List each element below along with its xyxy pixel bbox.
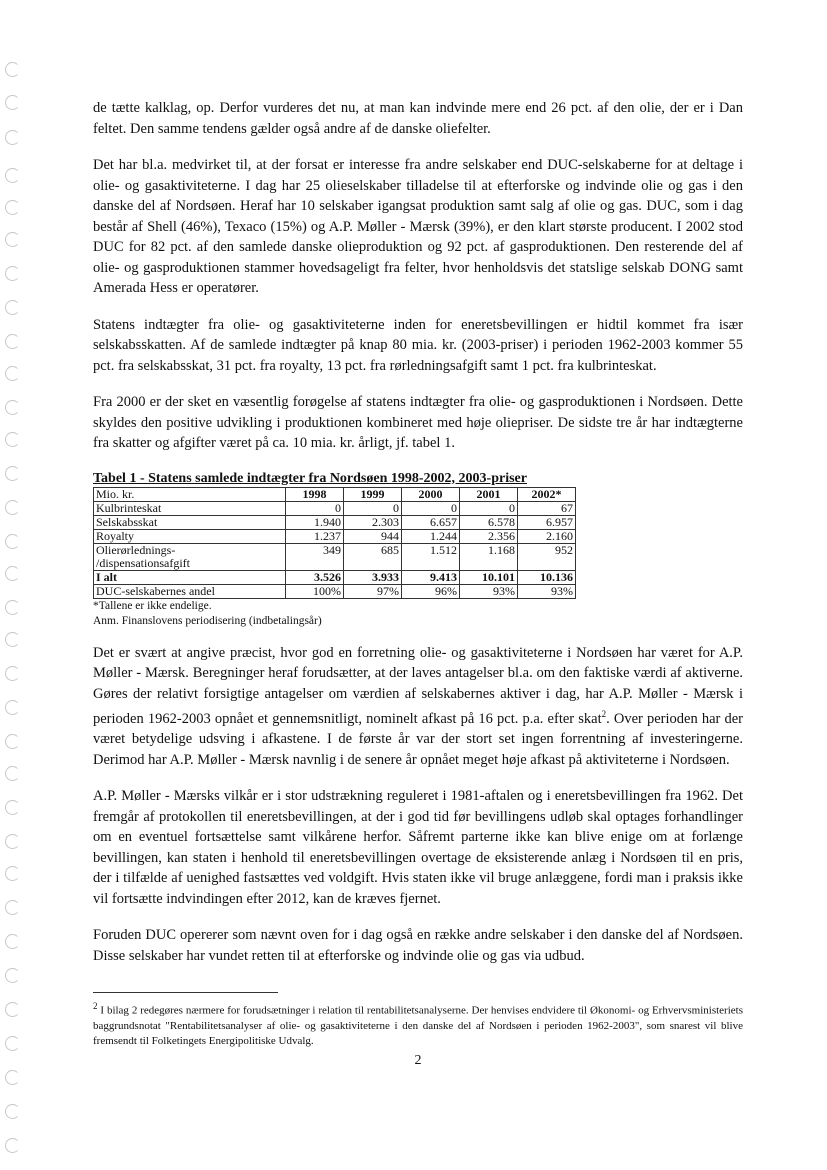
paragraph: Statens indtægter fra olie- og gasaktiviteterne inden for eneretsbevillingen er hidtil kommet fra især selskabsskatten. Af de samlede indtægter på knap 80 mia. kr. (2003-priser) i perioden 1962-2003 kommer 55 pct. fra selskabsskat, 31 pct. fra royalty, 13 pct. fra rørledningsafgift samt 1 pct. fra kulbrinteskat. <box>93 316 743 374</box>
binder-hole <box>5 266 20 281</box>
table-row <box>94 501 576 515</box>
binder-hole <box>5 300 20 315</box>
paragraph: Fra 2000 er der sket en væsentlig forøgelse af statens indtægter fra olie- og gasproduktionen i Nordsøen. Dette skyldes den positive udvikling i produktionen kombineret med høje oliepriser. De sidste tre år har indtægterne fra skatter og afgifter været på ca. 10 mia. kr. årligt, jf. tabel 1. <box>93 394 743 451</box>
paragraph: Foruden DUC opererer som nævnt oven for i dag også en række andre selskaber i den danske del af Nordsøen. Disse selskaber har vundet retten til at efterforske og indvinde olie og gas via udbud. <box>93 927 743 964</box>
row-label: Kulbrinteskat <box>94 501 286 515</box>
cell: 67 <box>518 501 576 515</box>
table-note: *Tallene er ikke endelige. <box>93 599 212 612</box>
cell: 1.244 <box>402 529 460 543</box>
cell: 2.160 <box>518 529 576 543</box>
binder-hole <box>5 466 20 481</box>
cell: 9.413 <box>402 570 460 584</box>
binder-hole <box>5 632 20 647</box>
binder-hole <box>5 866 20 881</box>
binder-hole <box>5 766 20 781</box>
revenue-table <box>93 487 576 599</box>
binder-hole <box>5 700 20 715</box>
table-row <box>94 515 576 529</box>
footnote-divider <box>93 992 278 993</box>
table-title: Tabel 1 - Statens samlede indtægter fra Nordsøen 1998-2002, 2003-priser <box>93 470 527 486</box>
binder-hole <box>5 534 20 549</box>
cell: 2.356 <box>460 529 518 543</box>
binder-hole <box>5 800 20 815</box>
year-header: 2001 <box>460 487 518 501</box>
binder-hole <box>5 200 20 215</box>
binder-hole <box>5 366 20 381</box>
cell: 944 <box>344 529 402 543</box>
row-label: Olierørlednings- /dispensationsafgift <box>94 543 286 570</box>
year-header: 2000 <box>402 487 460 501</box>
cell: 952 <box>518 543 576 570</box>
cell: 6.657 <box>402 515 460 529</box>
footnote-reference: 2 <box>601 709 607 719</box>
binder-hole <box>5 1002 20 1017</box>
binder-hole <box>5 95 20 110</box>
binder-hole <box>5 734 20 749</box>
cell: 96% <box>402 584 460 598</box>
paragraph: Det har bl.a. medvirket til, at der forsat er interesse fra andre selskaber end DUC-selskaberne for at deltage i olie- og gasaktiviteterne. I dag har 25 olieselskaber tilladelse til at efterforske og indvinde olie og gas i den danske del af Nordsøen. Heraf har 10 selskaber igangsat produktion samt salg af olie og gas. DUC, som i dag består af Shell (46%), Texaco (15%) og A.P. Møller - Mærsk (39%), er den klart største producent. I 2002 stod DUC for 82 pct. af den samlede danske olieproduktion og 92 pct. af gasproduktionen. Den resterende del af olie- og gasproduktionen stammer hovedsageligt fra felter, hvor henholdsvis det statslige selskab DONG samt Amerada Hess er operatører. <box>93 157 743 296</box>
paragraph-text: Det er svært at angive præcist, hvor god en forretning olie- og gasaktiviteterne i Nordsøen har været for A.P. Møller - Mærsk. Beregninger heraf forudsætter, at der laves antagelser bl.a. om den faktiske værdi af aktiverne. Gøres der relativt forsigtige antagelser om værdien af selskabernes aktiver i dag, har A.P. Møller - Mærsk i perioden 1962-2003 opnået et gennemsnitligt, nominelt afkast på 16 pct. p.a. efter skat <box>93 644 743 727</box>
binder-hole <box>5 968 20 983</box>
row-label: DUC-selskabernes andel <box>94 584 286 598</box>
cell: 3.526 <box>286 570 344 584</box>
binder-hole <box>5 1070 20 1085</box>
binder-hole <box>5 62 20 77</box>
table-note: Anm. Finanslovens periodisering (indbetalingsår) <box>93 614 322 627</box>
binder-hole <box>5 334 20 349</box>
cell: 10.136 <box>518 570 576 584</box>
cell: 1.168 <box>460 543 518 570</box>
cell: 97% <box>344 584 402 598</box>
document-body <box>93 98 743 1071</box>
footnote-number: 2 <box>93 1001 98 1012</box>
paragraph: A.P. Møller - Mærsks vilkår er i stor udstrækning reguleret i 1981-aftalen og i eneretsbevillingen fra 1962. Det fremgår af protokollen til eneretsbevillingen, at der i god tid før bevillingens udløb skal optages forhandlinger om en eventuel fortsættelse samt vilkårene herfor. Såfremt parterne ikke kan blive enige om at forlænge bevillingen, kan staten i henhold til eneretsbevillingen overtage de eksisterende anlæg i Nordsøen til en pris, der i tilfælde af uenighed fastsættes ved voldgift. Hvis staten ikke vil bruge anlæggene, fordi man i praksis ikke vil fortsætte indvindingen efter 2012, kan de kræves fjernet. <box>93 788 743 907</box>
year-header: 1998 <box>286 487 344 501</box>
cell: 1.237 <box>286 529 344 543</box>
cell: 3.933 <box>344 570 402 584</box>
cell: 1.940 <box>286 515 344 529</box>
binder-hole <box>5 934 20 949</box>
binder-hole <box>5 566 20 581</box>
binder-hole <box>5 400 20 415</box>
cell: 6.957 <box>518 515 576 529</box>
binder-hole <box>5 432 20 447</box>
binder-hole <box>5 1138 20 1153</box>
year-header: 2002* <box>518 487 576 501</box>
binder-hole-marks <box>0 0 40 1170</box>
paragraph-text: . Over perioden har der været betydelige udsving i afkastene. I de første år var der stort set ingen forrentning af investeringerne. Derimod har A.P. Møller - Mærsk navnlig i de senere år opnået meget høje afkast på aktiviteterne i Nordsøen. <box>93 710 744 768</box>
cell: 93% <box>460 584 518 598</box>
cell: 0 <box>402 501 460 515</box>
cell: 10.101 <box>460 570 518 584</box>
cell: 93% <box>518 584 576 598</box>
year-header: 1999 <box>344 487 402 501</box>
unit-label: Mio. kr. <box>94 487 286 501</box>
footnote-text: I bilag 2 redegøres nærmere for forudsætninger i relation til rentabilitetsanalyserne. Der henvises endvidere til Økonomi- og Erhvervsministeriets baggrundsnotat "Rentabilitetsanalyser af olie- og gasaktiviteterne i den danske del af Nordsøen i perioden 1962-2003", som snarest vil blive fremsendt til Folketingets Energipolitiske Udvalg. <box>93 1004 743 1047</box>
page-number: 2 <box>414 1052 422 1068</box>
binder-hole <box>5 168 20 183</box>
row-label: Royalty <box>94 529 286 543</box>
table-total-row <box>94 570 576 584</box>
row-label: Selskabsskat <box>94 515 286 529</box>
table-notes <box>93 599 743 629</box>
table-header-row <box>94 487 576 501</box>
binder-hole <box>5 130 20 145</box>
cell: 0 <box>460 501 518 515</box>
table-row <box>94 543 576 570</box>
cell: 100% <box>286 584 344 598</box>
binder-hole <box>5 232 20 247</box>
cell: 349 <box>286 543 344 570</box>
binder-hole <box>5 834 20 849</box>
binder-hole <box>5 1104 20 1119</box>
cell: 685 <box>344 543 402 570</box>
row-label: I alt <box>94 570 286 584</box>
cell: 2.303 <box>344 515 402 529</box>
cell: 6.578 <box>460 515 518 529</box>
footnote <box>93 999 743 1049</box>
cell: 0 <box>344 501 402 515</box>
binder-hole <box>5 600 20 615</box>
cell: 1.512 <box>402 543 460 570</box>
binder-hole <box>5 666 20 681</box>
paragraph <box>93 643 743 771</box>
table-row <box>94 584 576 598</box>
binder-hole <box>5 900 20 915</box>
binder-hole <box>5 500 20 515</box>
cell: 0 <box>286 501 344 515</box>
paragraph: de tætte kalklag, op. Derfor vurderes det nu, at man kan indvinde mere end 26 pct. af den olie, der er i Dan feltet. Den samme tendens gælder også andre af de danske oliefelter. <box>93 100 743 137</box>
table-row <box>94 529 576 543</box>
binder-hole <box>5 1036 20 1051</box>
